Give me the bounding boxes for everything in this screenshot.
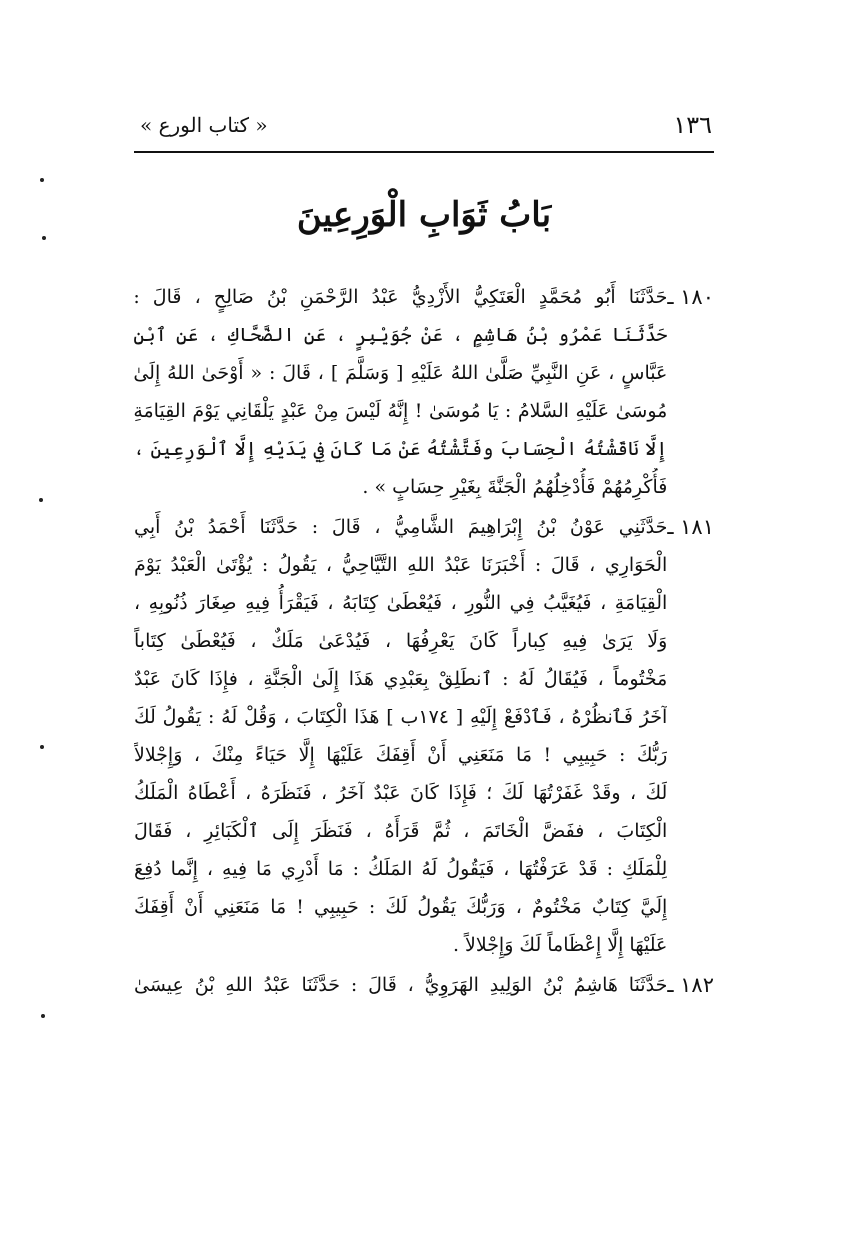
scan-speck bbox=[40, 745, 44, 749]
text-line: حَدَّثَنِي عَوْنُ بْنُ إِبْرَاهِيمَ الشَّامِيُّ ، قَالَ : حَدَّثَنَا أَحْمَدُ بْنُ أَبِي bbox=[134, 516, 668, 538]
hadith-number: ١٨٢ ـ bbox=[667, 973, 714, 997]
text-line: وَلَا يَرَىٰ فِيهِ كِباراً كَانَ يَعْرِفُهَا ، فَيُدْعَىٰ مَلَكٌ ، فَيُعْطَىٰ كِتَاباً bbox=[134, 630, 668, 652]
hadith-body bbox=[134, 278, 714, 1006]
text-line: حَدَّثَنَا هَاشِمُ بْنُ الوَلِيدِ الهَرَوِيُّ ، قَالَ : حَدَّثَنَا عَبْدُ اللهِ بْنُ عِيسَىٰ bbox=[134, 974, 668, 996]
text-line: حَدَّثَنَا عَمْرُو بْنُ هَاشِمٍ ، عَنْ جُوَيْبِرٍ ، عَنِ الضَّحَّاكِ ، عَنِ ٱبْنِ bbox=[133, 324, 668, 346]
text-line: إِلَّا نَاقَشْتُهُ الْحِسَابَ وفَتَّشْتُهُ عَنْ مَا كَانَ فِي يَدَيْهِ إِلَّا ٱلْوَرِعِينَ ، bbox=[133, 438, 668, 460]
hadith-text bbox=[134, 508, 667, 964]
scan-speck bbox=[39, 498, 43, 502]
header-divider bbox=[134, 151, 714, 153]
text-line: الْحَوَارِي ، قَالَ : أَخْبَرَنَا عَبْدُ اللهِ التَّيَّاحِيُّ ، يَقُولُ : يُؤْتَىٰ الْعَبْدُ يَوْمَ bbox=[134, 554, 668, 576]
text-line: مَخْتُوماً ، فَيُقَالُ لَهُ : ٱنطَلِقْ بِعَبْدِي هَذَا إِلَىٰ الْجَنَّةِ ، فإِذَا كَانَ عَبْدٌ bbox=[134, 668, 668, 690]
scan-speck bbox=[40, 178, 44, 182]
scan-speck bbox=[42, 236, 46, 240]
hadith-182 bbox=[134, 966, 714, 1004]
text-line: عَلَيْهَا إِلَّا إِعْظَاماً لَكَ وَإِجْلالاً . bbox=[452, 934, 668, 956]
hadith-180 bbox=[134, 278, 714, 506]
text-line: حَدَّثَنَا أَبُو مُحَمَّدٍ الْعَتَكِيُّ الأَزْدِيُّ عَبْدُ الرَّحْمَنِ بْنُ صَالِحٍ ، قَالَ : bbox=[133, 286, 668, 308]
page-number: ١٣٦ bbox=[673, 111, 712, 139]
text-line: مُوسَىٰ عَلَيْهِ السَّلامُ : يَا مُوسَىٰ ! إِنَّهُ لَيْسَ مِنْ عَبْدٍ يَلْقَانِي يَوْمَ القِيَامَةِ bbox=[133, 400, 668, 422]
hadith-number: ١٨٠ ـ bbox=[667, 285, 714, 309]
hadith-text bbox=[134, 966, 667, 1004]
hadith-text bbox=[133, 278, 667, 506]
running-book-title: « كتاب الورع » bbox=[140, 113, 268, 137]
hadith-number: ١٨١ ـ bbox=[667, 515, 714, 539]
running-header bbox=[140, 108, 712, 142]
text-line: لَكَ ، وقَدْ غَفَرْتُهَا لَكَ ؛ فَإِذَا كَانَ عَبْدٌ آخَرُ ، فَنَظَرَهُ ، أَعْطَاهُ الْمَلَكُ bbox=[134, 782, 668, 804]
scan-speck bbox=[41, 1014, 45, 1018]
text-line: لِلْمَلَكِ : قَدْ عَرَفْتُهَا ، فَيَقُولُ لَهُ المَلَكُ : مَا أَدْرِي مَا فِيهِ ، إِنَّما دُفِعَ bbox=[134, 858, 668, 880]
text-line: الْقِيَامَةِ ، فَيُغَيَّبُ فِي النُّورِ ، فَيُعْطَىٰ كِتَابَهُ ، فَيَقْرَأُ فِيهِ صِغَارَ ذُنُوبِهِ ، bbox=[134, 592, 668, 614]
text-line: فَأُكْرِمُهُمْ فَأُدْخِلُهُمُ الْجَنَّةَ بِغَيْرِ حِسَابٍ » . bbox=[362, 476, 668, 498]
text-line: آخَرُ فَٱنظُرْهُ ، فَٱدْفَعْ إِلَيْهِ [ ١٧٤ب ] هَذَا الْكِتَابَ ، وَقُلْ لَهُ : يَقُولُ لَكَ bbox=[134, 706, 668, 728]
chapter-title: بَابُ ثَوَابِ الْوَرِعِينَ bbox=[296, 195, 552, 235]
text-line: الْكِتَابَ ، ففَضَّ الْخَاتَمَ ، ثُمَّ قَرَأَهُ ، فَنَظَرَ إِلَى ٱلْكَبَائِرِ ، فَقَالَ bbox=[134, 820, 668, 842]
text-line: عَبَّاسٍ ، عَنِ النَّبِيِّ صَلَّىٰ اللهُ عَلَيْهِ [ وَسَلَّمَ ] ، قَالَ : « أَوْحَىٰ اللهُ إِلَىٰ bbox=[133, 362, 668, 384]
text-line: إِلَيَّ كِتَابٌ مَخْتُومٌ ، وَرَبُّكَ يَقُولُ لَكَ : حَبِيبِي ! مَا مَنَعَنِي أَنْ أَقِفَكَ bbox=[134, 896, 668, 918]
hadith-181 bbox=[134, 508, 714, 964]
text-line: رَبُّكَ : حَبِيبِي ! مَا مَنَعَنِي أَنْ أَقِفَكَ عَلَيْهَا إِلَّا حَيَاءً مِنْكَ ، وَإِجْلالاً bbox=[134, 744, 668, 766]
